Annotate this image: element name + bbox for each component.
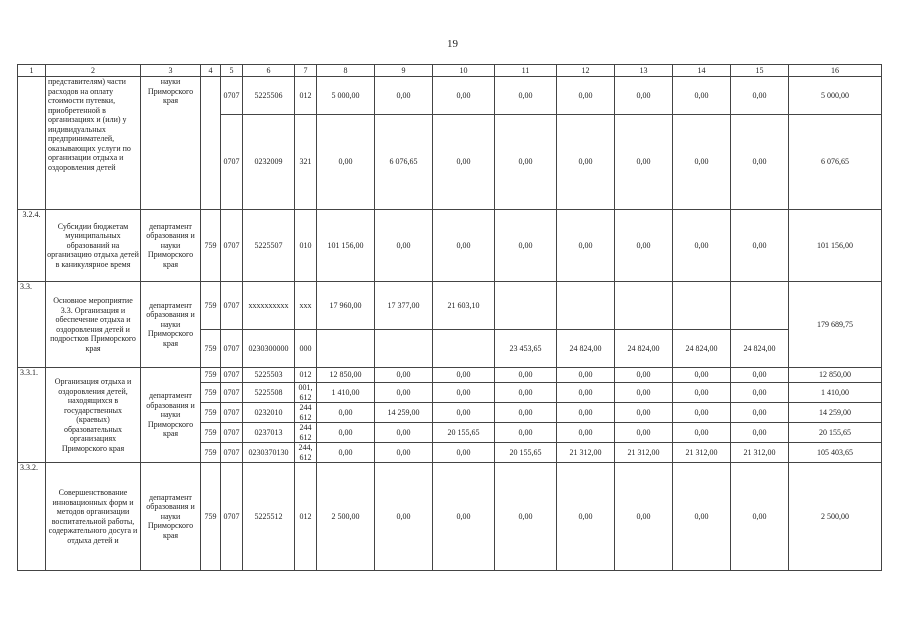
table-cell: 21 312,00 [615, 443, 673, 463]
table-cell: 0,00 [615, 115, 673, 210]
table-cell: 0707 [221, 282, 243, 330]
table-cell: 24 824,00 [615, 330, 673, 368]
table-body [18, 65, 882, 571]
column-header: 5 [221, 65, 243, 77]
table-cell: 14 259,00 [375, 403, 433, 423]
table-cell [673, 282, 731, 330]
table-cell: 0,00 [731, 463, 789, 571]
row-number: 3.3. [18, 282, 46, 368]
table-cell: 0,00 [495, 463, 557, 571]
table-cell [433, 330, 495, 368]
table-cell: xxxxxxxxxx [243, 282, 295, 330]
table-cell: 0,00 [375, 77, 433, 115]
table-cell: 0,00 [495, 210, 557, 282]
table-cell: 0,00 [615, 368, 673, 383]
table-cell: 0,00 [615, 463, 673, 571]
table-cell: 759 [201, 330, 221, 368]
budget-table [17, 64, 882, 571]
table-cell: 0707 [221, 210, 243, 282]
table-cell: 0,00 [495, 368, 557, 383]
table-cell: 0707 [221, 463, 243, 571]
table-cell: 0,00 [557, 383, 615, 403]
table-cell: 0707 [221, 77, 243, 115]
table-cell: 0,00 [317, 115, 375, 210]
table-cell: 5225512 [243, 463, 295, 571]
table-cell: 0,00 [673, 463, 731, 571]
table-cell: 0,00 [433, 210, 495, 282]
table-cell: 0,00 [673, 383, 731, 403]
table-cell: 0230370130 [243, 443, 295, 463]
table-row [18, 463, 882, 571]
table-cell: 0,00 [731, 210, 789, 282]
column-header: 12 [557, 65, 615, 77]
table-cell: 21 312,00 [557, 443, 615, 463]
table-cell: 12 850,00 [317, 368, 375, 383]
table-cell: 101 156,00 [789, 210, 882, 282]
table-cell: 012 [295, 463, 317, 571]
measure-description: представителям) части расходов на оплату стоимости путевки, приобретенной в организациях и (или) у индивидуальных предпринимателей, оказывающих услуги по организации отдыха и оздоровления детей [46, 77, 141, 210]
table-cell: 5 000,00 [789, 77, 882, 115]
table-cell: 759 [201, 443, 221, 463]
table-cell: 0,00 [375, 383, 433, 403]
executor: департамент образования и науки Приморского края [141, 368, 201, 463]
table-cell: 101 156,00 [317, 210, 375, 282]
table-cell: 0,00 [673, 210, 731, 282]
table-cell: 0,00 [375, 443, 433, 463]
table-cell [317, 330, 375, 368]
table-cell: 012 [295, 77, 317, 115]
table-cell: 010 [295, 210, 317, 282]
table-cell: 0,00 [557, 403, 615, 423]
table-cell: 14 259,00 [789, 403, 882, 423]
table-row [18, 210, 882, 282]
table-cell: 0,00 [557, 463, 615, 571]
table-cell: 0,00 [433, 368, 495, 383]
measure-description: Организация отдыха и оздоровления детей, находящихся в государственных (краевых) образовательных организациях Приморского края [46, 368, 141, 463]
table-cell: 759 [201, 463, 221, 571]
table-cell: 0,00 [615, 423, 673, 443]
table-cell: 0,00 [433, 443, 495, 463]
table-cell: 0,00 [495, 115, 557, 210]
table-cell: 24 824,00 [673, 330, 731, 368]
table-cell: 0,00 [317, 443, 375, 463]
table-cell: 2 500,00 [317, 463, 375, 571]
table-cell: 0,00 [673, 368, 731, 383]
table-cell: 23 453,65 [495, 330, 557, 368]
table-cell: 0,00 [495, 77, 557, 115]
table-cell: 001, 612 [295, 383, 317, 403]
table-cell: 0237013 [243, 423, 295, 443]
table-cell: 321 [295, 115, 317, 210]
table-row [18, 368, 882, 383]
table-cell: 759 [201, 210, 221, 282]
table-cell: 21 603,10 [433, 282, 495, 330]
table-cell: 0,00 [673, 403, 731, 423]
table-cell: 20 155,65 [495, 443, 557, 463]
column-header: 13 [615, 65, 673, 77]
table-cell: 12 850,00 [789, 368, 882, 383]
table-cell: 0,00 [615, 77, 673, 115]
table-cell: 0,00 [557, 368, 615, 383]
table-cell: 0,00 [557, 77, 615, 115]
table-cell: 0707 [221, 383, 243, 403]
table-cell: 0,00 [615, 383, 673, 403]
column-header: 15 [731, 65, 789, 77]
column-header: 4 [201, 65, 221, 77]
table-cell: 244, 612 [295, 443, 317, 463]
table-cell: 759 [201, 403, 221, 423]
table-cell [495, 282, 557, 330]
table-cell: 000 [295, 330, 317, 368]
executor: науки Приморского края [141, 77, 201, 210]
table-cell: 17 377,00 [375, 282, 433, 330]
table-cell: 6 076,65 [375, 115, 433, 210]
table-cell: 0,00 [615, 210, 673, 282]
table-cell: 0,00 [731, 77, 789, 115]
table-cell: 0707 [221, 423, 243, 443]
table-cell: 0,00 [433, 463, 495, 571]
table-cell: 759 [201, 423, 221, 443]
column-header: 1 [18, 65, 46, 77]
table-cell: 1 410,00 [789, 383, 882, 403]
table-cell: 17 960,00 [317, 282, 375, 330]
table-cell: 0,00 [433, 403, 495, 423]
table-cell: xxx [295, 282, 317, 330]
table-row [18, 77, 882, 115]
row-number [18, 77, 46, 210]
table-cell: 0707 [221, 115, 243, 210]
table-cell: 0,00 [731, 115, 789, 210]
table-cell: 0,00 [375, 463, 433, 571]
table-cell: 0,00 [375, 368, 433, 383]
page-number: 19 [447, 38, 458, 50]
table-cell: 759 [201, 282, 221, 330]
table-cell: 0,00 [673, 77, 731, 115]
column-header: 6 [243, 65, 295, 77]
table-cell: 0,00 [495, 403, 557, 423]
grbs-code [201, 77, 221, 210]
table-cell: 105 403,65 [789, 443, 882, 463]
table-cell [615, 282, 673, 330]
table-row [18, 282, 882, 330]
executor: департамент образования и науки Приморского края [141, 463, 201, 571]
row-number: 3.3.1. [18, 368, 46, 463]
table-cell: 20 155,65 [433, 423, 495, 443]
table-cell: 24 824,00 [557, 330, 615, 368]
table-cell: 2 500,00 [789, 463, 882, 571]
table-cell: 0,00 [375, 423, 433, 443]
table-cell: 0,00 [495, 423, 557, 443]
table-cell: 21 312,00 [731, 443, 789, 463]
column-header: 3 [141, 65, 201, 77]
table-cell: 0,00 [615, 403, 673, 423]
executor: департамент образования и науки Приморского края [141, 210, 201, 282]
column-header: 16 [789, 65, 882, 77]
table-cell: 0,00 [557, 210, 615, 282]
header-row [18, 65, 882, 77]
table-cell: 0,00 [317, 403, 375, 423]
table-cell: 5225506 [243, 77, 295, 115]
column-header: 2 [46, 65, 141, 77]
table-cell: 0,00 [433, 77, 495, 115]
column-header: 8 [317, 65, 375, 77]
table-cell: 5225508 [243, 383, 295, 403]
table-cell: 0,00 [433, 115, 495, 210]
table-cell: 0,00 [673, 115, 731, 210]
measure-description: Основное мероприятие 3.3. Организация и обеспечение отдыха и оздоровления детей и подростков Приморского края [46, 282, 141, 368]
table-cell: 0,00 [557, 115, 615, 210]
table-cell: 0230300000 [243, 330, 295, 368]
column-header: 7 [295, 65, 317, 77]
table-cell: 012 [295, 368, 317, 383]
table-cell: 0707 [221, 330, 243, 368]
table-cell: 0,00 [433, 383, 495, 403]
table-cell: 24 824,00 [731, 330, 789, 368]
table-cell: 5 000,00 [317, 77, 375, 115]
table-cell: 0707 [221, 443, 243, 463]
table-cell: 0,00 [495, 383, 557, 403]
table-cell: 0,00 [731, 403, 789, 423]
table-cell: 21 312,00 [673, 443, 731, 463]
table-cell [731, 282, 789, 330]
table-cell: 6 076,65 [789, 115, 882, 210]
column-header: 10 [433, 65, 495, 77]
table-cell: 244 612 [295, 423, 317, 443]
table-cell: 5225507 [243, 210, 295, 282]
column-header: 9 [375, 65, 433, 77]
table-cell: 0,00 [731, 383, 789, 403]
measure-description: Совершенствование инновационных форм и методов организации воспитательной работы, содержательного досуга и отдыха детей и [46, 463, 141, 571]
total-value: 179 689,75 [789, 282, 882, 368]
table-cell [375, 330, 433, 368]
row-number: 3.2.4. [18, 210, 46, 282]
table-cell: 0,00 [557, 423, 615, 443]
table-cell: 20 155,65 [789, 423, 882, 443]
table-cell: 0,00 [673, 423, 731, 443]
table-cell: 759 [201, 383, 221, 403]
table-cell: 0,00 [731, 423, 789, 443]
column-header: 14 [673, 65, 731, 77]
table-cell: 0232010 [243, 403, 295, 423]
table-cell: 1 410,00 [317, 383, 375, 403]
table-cell: 5225503 [243, 368, 295, 383]
table-cell: 0232009 [243, 115, 295, 210]
table-cell: 0,00 [731, 368, 789, 383]
measure-description: Субсидии бюджетам муниципальных образований на организацию отдыха детей в каникулярное время [46, 210, 141, 282]
table-cell: 0707 [221, 368, 243, 383]
row-number: 3.3.2. [18, 463, 46, 571]
table-cell: 759 [201, 368, 221, 383]
table-cell [557, 282, 615, 330]
table-cell: 0707 [221, 403, 243, 423]
table-cell: 0,00 [317, 423, 375, 443]
column-header: 11 [495, 65, 557, 77]
table-cell: 244 612 [295, 403, 317, 423]
executor: департамент образования и науки Приморского края [141, 282, 201, 368]
table-cell: 0,00 [375, 210, 433, 282]
